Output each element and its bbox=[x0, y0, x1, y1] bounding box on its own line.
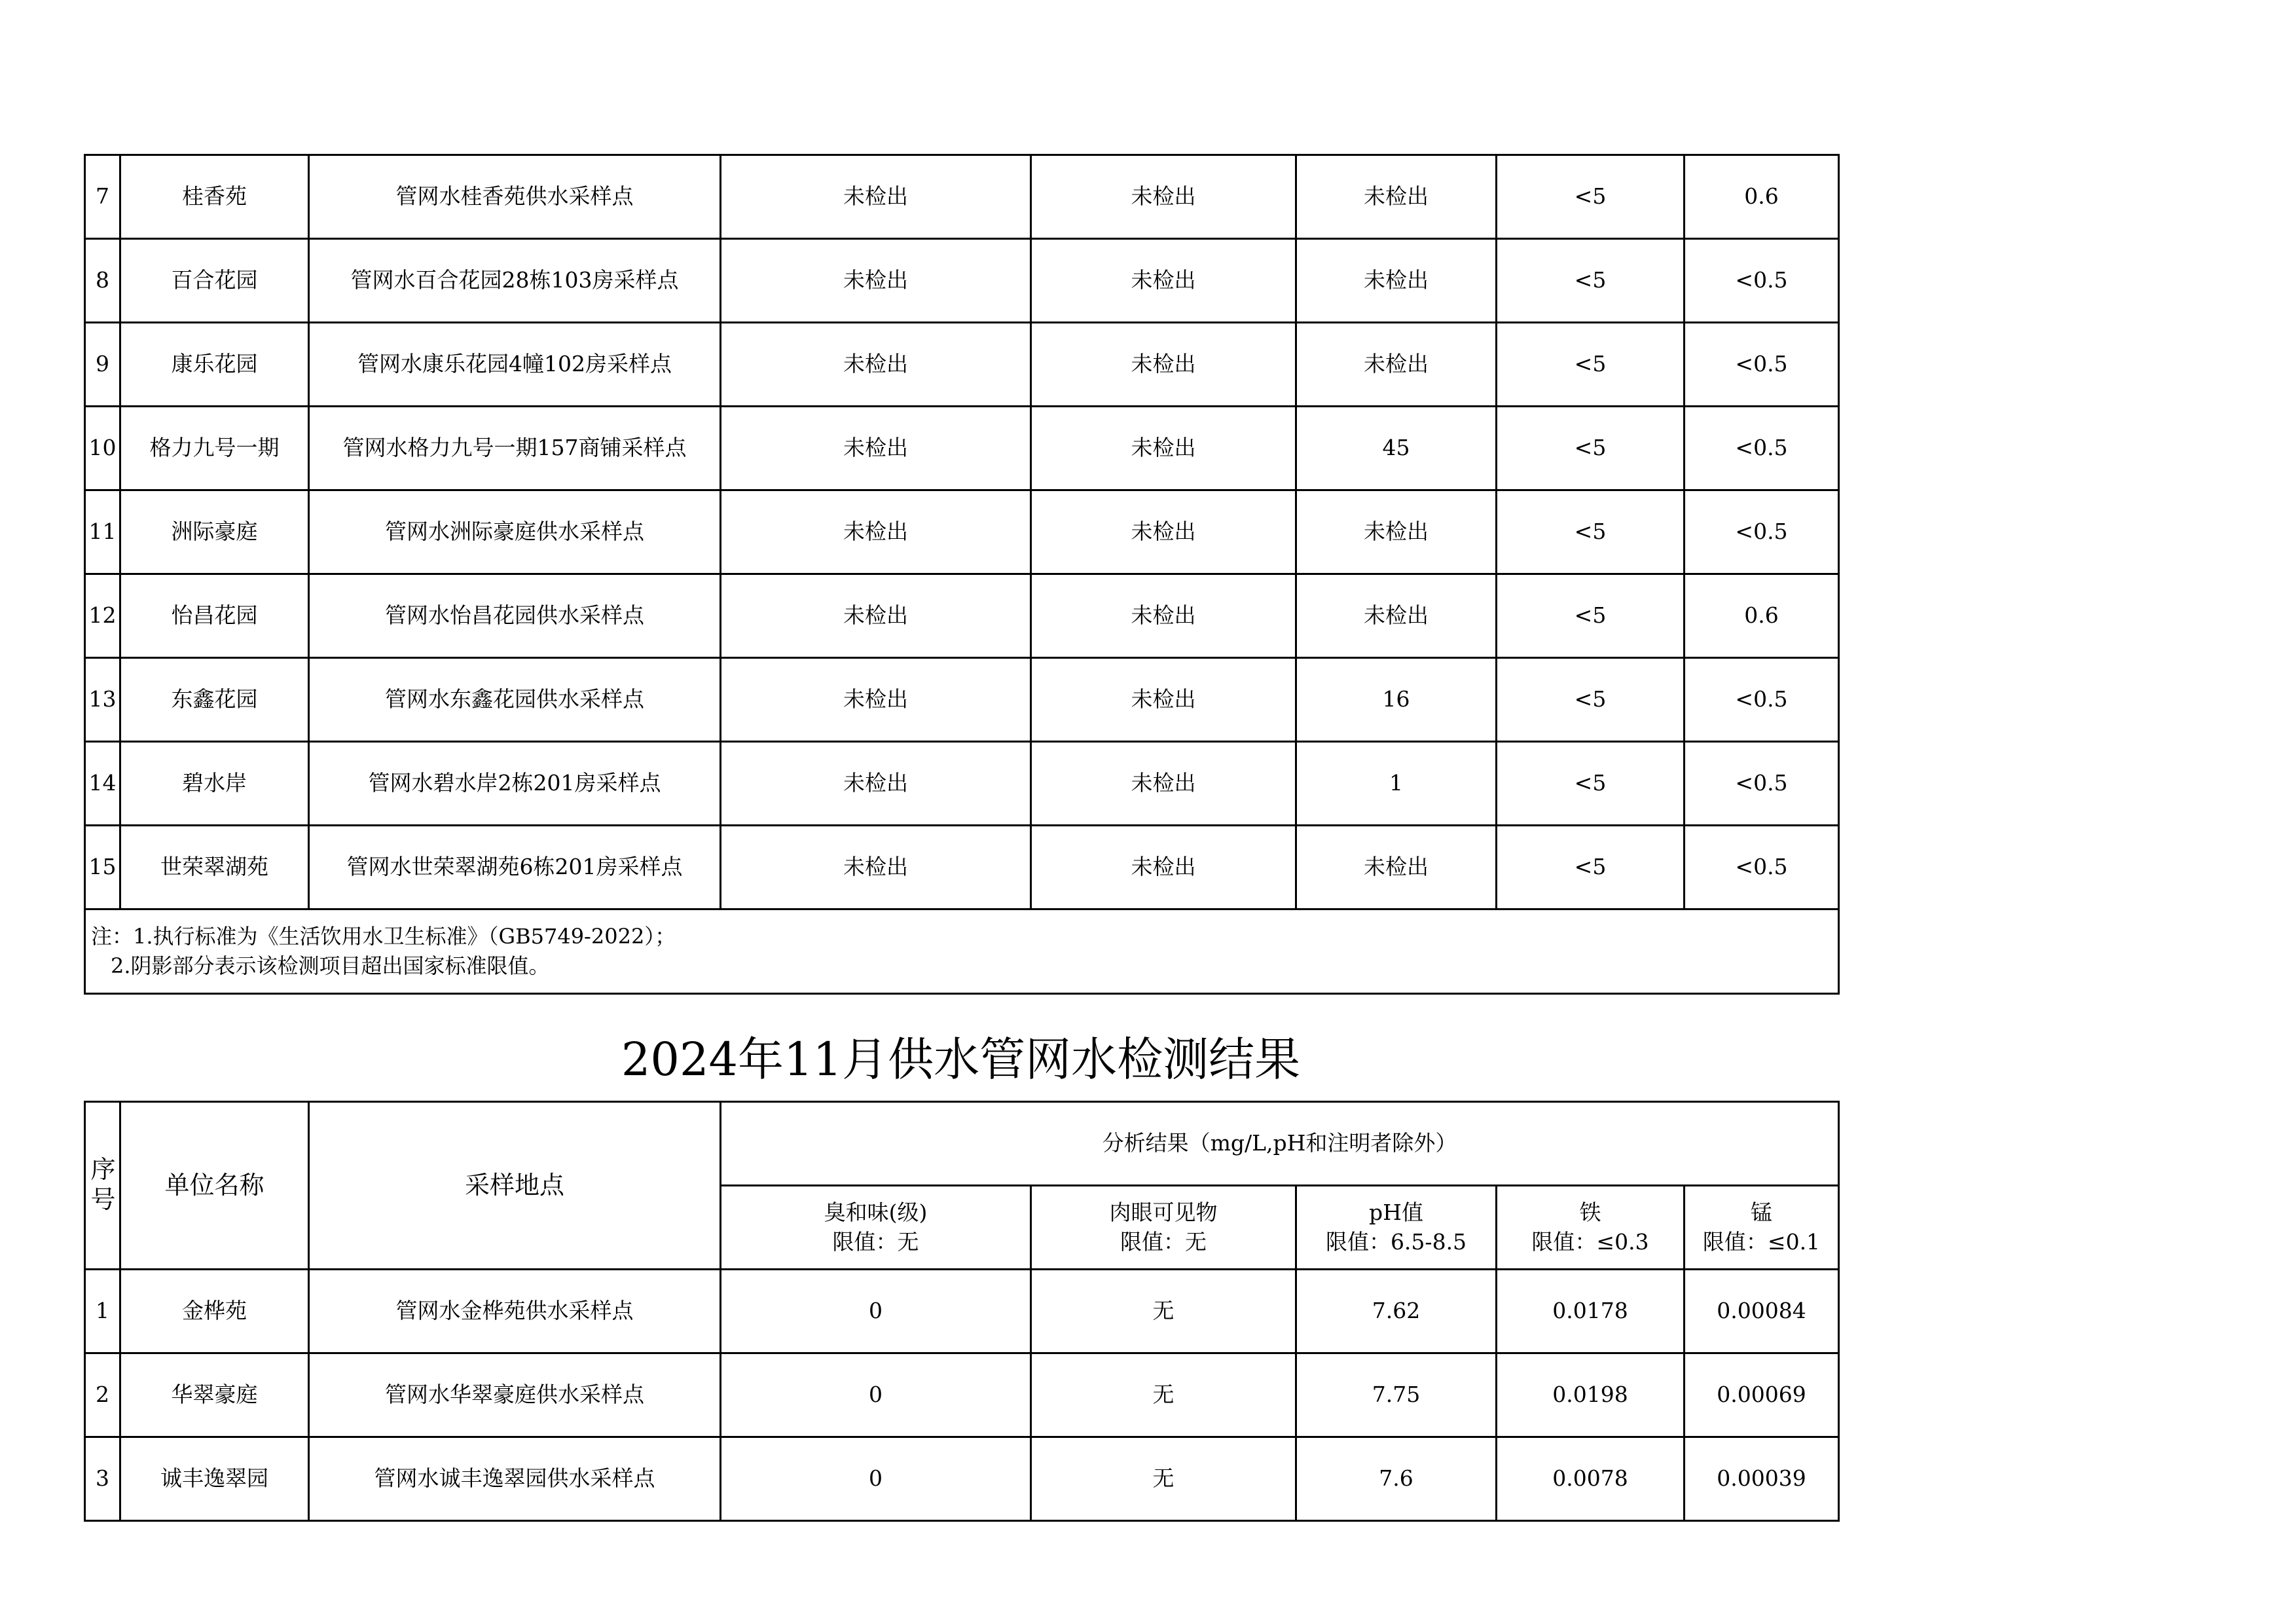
result-cell: <0.5 bbox=[1685, 323, 1839, 407]
visible-cell: 无 bbox=[1031, 1270, 1296, 1353]
ph-cell: 7.75 bbox=[1296, 1353, 1497, 1437]
visible-cell: 无 bbox=[1031, 1437, 1296, 1521]
result-cell: 未检出 bbox=[721, 155, 1031, 239]
header-name: 肉眼可见物 bbox=[1109, 1199, 1218, 1225]
ph-cell: 7.6 bbox=[1296, 1437, 1497, 1521]
header-limit: 限值：≤0.1 bbox=[1702, 1228, 1821, 1255]
iron-cell: 0.0078 bbox=[1497, 1437, 1685, 1521]
header-ph bbox=[1296, 1186, 1497, 1270]
header-limit: 限值：6.5-8.5 bbox=[1325, 1228, 1467, 1255]
unit-cell: 诚丰逸翠园 bbox=[120, 1437, 309, 1521]
result-cell: <5 bbox=[1497, 155, 1685, 239]
unit-cell: 金桦苑 bbox=[120, 1270, 309, 1353]
seq-cell: 14 bbox=[85, 742, 120, 826]
header-name: 铁 bbox=[1579, 1199, 1601, 1225]
iron-cell: 0.0178 bbox=[1497, 1270, 1685, 1353]
table-row bbox=[85, 574, 1839, 658]
result-cell: <5 bbox=[1497, 574, 1685, 658]
result-cell: 16 bbox=[1296, 658, 1497, 742]
unit-cell: 怡昌花园 bbox=[120, 574, 309, 658]
result-cell: 1 bbox=[1296, 742, 1497, 826]
seq-cell: 2 bbox=[85, 1353, 120, 1437]
result-cell: <5 bbox=[1497, 323, 1685, 407]
table-row bbox=[85, 1353, 1839, 1437]
location-cell: 管网水百合花园28栋103房采样点 bbox=[309, 239, 721, 323]
note-standard: 注：1.执行标准为《生活饮用水卫生标准》（GB5749-2022）； bbox=[91, 924, 676, 949]
result-cell: <5 bbox=[1497, 239, 1685, 323]
result-cell: 未检出 bbox=[1031, 574, 1296, 658]
result-cell: 未检出 bbox=[1031, 407, 1296, 490]
odor-cell: 0 bbox=[721, 1437, 1031, 1521]
seq-cell: 11 bbox=[85, 490, 120, 574]
manganese-cell: 0.00039 bbox=[1685, 1437, 1839, 1521]
seq-cell: 15 bbox=[85, 826, 120, 909]
seq-cell: 10 bbox=[85, 407, 120, 490]
result-cell: <0.5 bbox=[1685, 490, 1839, 574]
unit-cell: 百合花园 bbox=[120, 239, 309, 323]
seq-cell: 3 bbox=[85, 1437, 120, 1521]
location-cell: 管网水金桦苑供水采样点 bbox=[309, 1270, 721, 1353]
table-row bbox=[85, 490, 1839, 574]
result-cell: 未检出 bbox=[1296, 323, 1497, 407]
table-row bbox=[85, 1270, 1839, 1353]
seq-cell: 12 bbox=[85, 574, 120, 658]
header-seq bbox=[85, 1102, 120, 1270]
result-cell: <5 bbox=[1497, 490, 1685, 574]
result-cell: 未检出 bbox=[1296, 826, 1497, 909]
table-row bbox=[85, 239, 1839, 323]
result-cell: 未检出 bbox=[1031, 239, 1296, 323]
seq-cell: 1 bbox=[85, 1270, 120, 1353]
result-cell: <0.5 bbox=[1685, 742, 1839, 826]
header-limit: 限值：≤0.3 bbox=[1531, 1228, 1649, 1255]
unit-cell: 格力九号一期 bbox=[120, 407, 309, 490]
table-row bbox=[85, 658, 1839, 742]
result-cell: <5 bbox=[1497, 826, 1685, 909]
seq-cell: 13 bbox=[85, 658, 120, 742]
unit-cell: 洲际豪庭 bbox=[120, 490, 309, 574]
iron-cell: 0.0198 bbox=[1497, 1353, 1685, 1437]
header-seq-char1: 序 bbox=[90, 1155, 116, 1184]
unit-cell: 华翠豪庭 bbox=[120, 1353, 309, 1437]
seq-cell: 8 bbox=[85, 239, 120, 323]
header-seq-char2: 号 bbox=[90, 1185, 116, 1215]
result-cell: <5 bbox=[1497, 742, 1685, 826]
header-name: 臭和味(级) bbox=[824, 1199, 928, 1225]
page-title: 2024年11月供水管网水检测结果 bbox=[621, 1033, 1301, 1086]
table-row bbox=[85, 155, 1839, 239]
location-cell: 管网水格力九号一期157商铺采样点 bbox=[309, 407, 721, 490]
result-cell: 未检出 bbox=[1031, 490, 1296, 574]
result-cell: <5 bbox=[1497, 407, 1685, 490]
odor-cell: 0 bbox=[721, 1270, 1031, 1353]
visible-cell: 无 bbox=[1031, 1353, 1296, 1437]
result-cell: 未检出 bbox=[721, 574, 1031, 658]
ph-cell: 7.62 bbox=[1296, 1270, 1497, 1353]
header-limit: 限值：无 bbox=[1120, 1228, 1207, 1255]
result-cell: 未检出 bbox=[721, 742, 1031, 826]
header-row bbox=[85, 1102, 1839, 1186]
result-cell: 未检出 bbox=[721, 323, 1031, 407]
results-table-continued bbox=[84, 154, 1840, 995]
table-row bbox=[85, 742, 1839, 826]
result-cell: <0.5 bbox=[1685, 658, 1839, 742]
result-cell: 未检出 bbox=[1296, 490, 1497, 574]
result-cell: 0.6 bbox=[1685, 155, 1839, 239]
location-cell: 管网水康乐花园4幢102房采样点 bbox=[309, 323, 721, 407]
result-cell: 未检出 bbox=[721, 658, 1031, 742]
results-table-november bbox=[84, 1101, 1840, 1522]
location-cell: 管网水世荣翠湖苑6栋201房采样点 bbox=[309, 826, 721, 909]
header-name: pH值 bbox=[1369, 1199, 1423, 1225]
unit-cell: 碧水岸 bbox=[120, 742, 309, 826]
notes-row bbox=[85, 909, 1839, 994]
location-cell: 管网水碧水岸2栋201房采样点 bbox=[309, 742, 721, 826]
unit-cell: 桂香苑 bbox=[120, 155, 309, 239]
header-iron bbox=[1497, 1186, 1685, 1270]
table-row bbox=[85, 1437, 1839, 1521]
result-cell: 未检出 bbox=[1031, 658, 1296, 742]
location-cell: 管网水洲际豪庭供水采样点 bbox=[309, 490, 721, 574]
result-cell: 0.6 bbox=[1685, 574, 1839, 658]
result-cell: 未检出 bbox=[1031, 742, 1296, 826]
result-cell: <5 bbox=[1497, 658, 1685, 742]
location-cell: 管网水华翠豪庭供水采样点 bbox=[309, 1353, 721, 1437]
header-limit: 限值：无 bbox=[832, 1228, 919, 1255]
location-cell: 管网水怡昌花园供水采样点 bbox=[309, 574, 721, 658]
location-cell: 管网水桂香苑供水采样点 bbox=[309, 155, 721, 239]
odor-cell: 0 bbox=[721, 1353, 1031, 1437]
seq-cell: 9 bbox=[85, 323, 120, 407]
table-row bbox=[85, 323, 1839, 407]
table-row bbox=[85, 407, 1839, 490]
header-manganese bbox=[1685, 1186, 1839, 1270]
seq-cell: 7 bbox=[85, 155, 120, 239]
result-cell: <0.5 bbox=[1685, 407, 1839, 490]
header-name: 锰 bbox=[1751, 1199, 1772, 1225]
notes-cell bbox=[85, 909, 1839, 994]
result-cell: 未检出 bbox=[721, 826, 1031, 909]
unit-cell: 东鑫花园 bbox=[120, 658, 309, 742]
header-unit: 单位名称 bbox=[120, 1102, 309, 1270]
result-cell: 未检出 bbox=[1031, 323, 1296, 407]
result-cell: 未检出 bbox=[1031, 155, 1296, 239]
header-analysis: 分析结果（mg/L,pH和注明者除外） bbox=[721, 1102, 1839, 1186]
unit-cell: 康乐花园 bbox=[120, 323, 309, 407]
result-cell: 未检出 bbox=[721, 407, 1031, 490]
result-cell: 未检出 bbox=[1296, 239, 1497, 323]
result-cell: 45 bbox=[1296, 407, 1497, 490]
result-cell: <0.5 bbox=[1685, 826, 1839, 909]
result-cell: 未检出 bbox=[1296, 155, 1497, 239]
note-shading: 2.阴影部分表示该检测项目超出国家标准限值。 bbox=[111, 953, 550, 978]
header-location: 采样地点 bbox=[309, 1102, 721, 1270]
header-visible bbox=[1031, 1186, 1296, 1270]
result-cell: 未检出 bbox=[1031, 826, 1296, 909]
unit-cell: 世荣翠湖苑 bbox=[120, 826, 309, 909]
result-cell: <0.5 bbox=[1685, 239, 1839, 323]
header-odor bbox=[721, 1186, 1031, 1270]
location-cell: 管网水东鑫花园供水采样点 bbox=[309, 658, 721, 742]
result-cell: 未检出 bbox=[1296, 574, 1497, 658]
manganese-cell: 0.00069 bbox=[1685, 1353, 1839, 1437]
table-row bbox=[85, 826, 1839, 909]
result-cell: 未检出 bbox=[721, 490, 1031, 574]
manganese-cell: 0.00084 bbox=[1685, 1270, 1839, 1353]
location-cell: 管网水诚丰逸翠园供水采样点 bbox=[309, 1437, 721, 1521]
result-cell: 未检出 bbox=[721, 239, 1031, 323]
